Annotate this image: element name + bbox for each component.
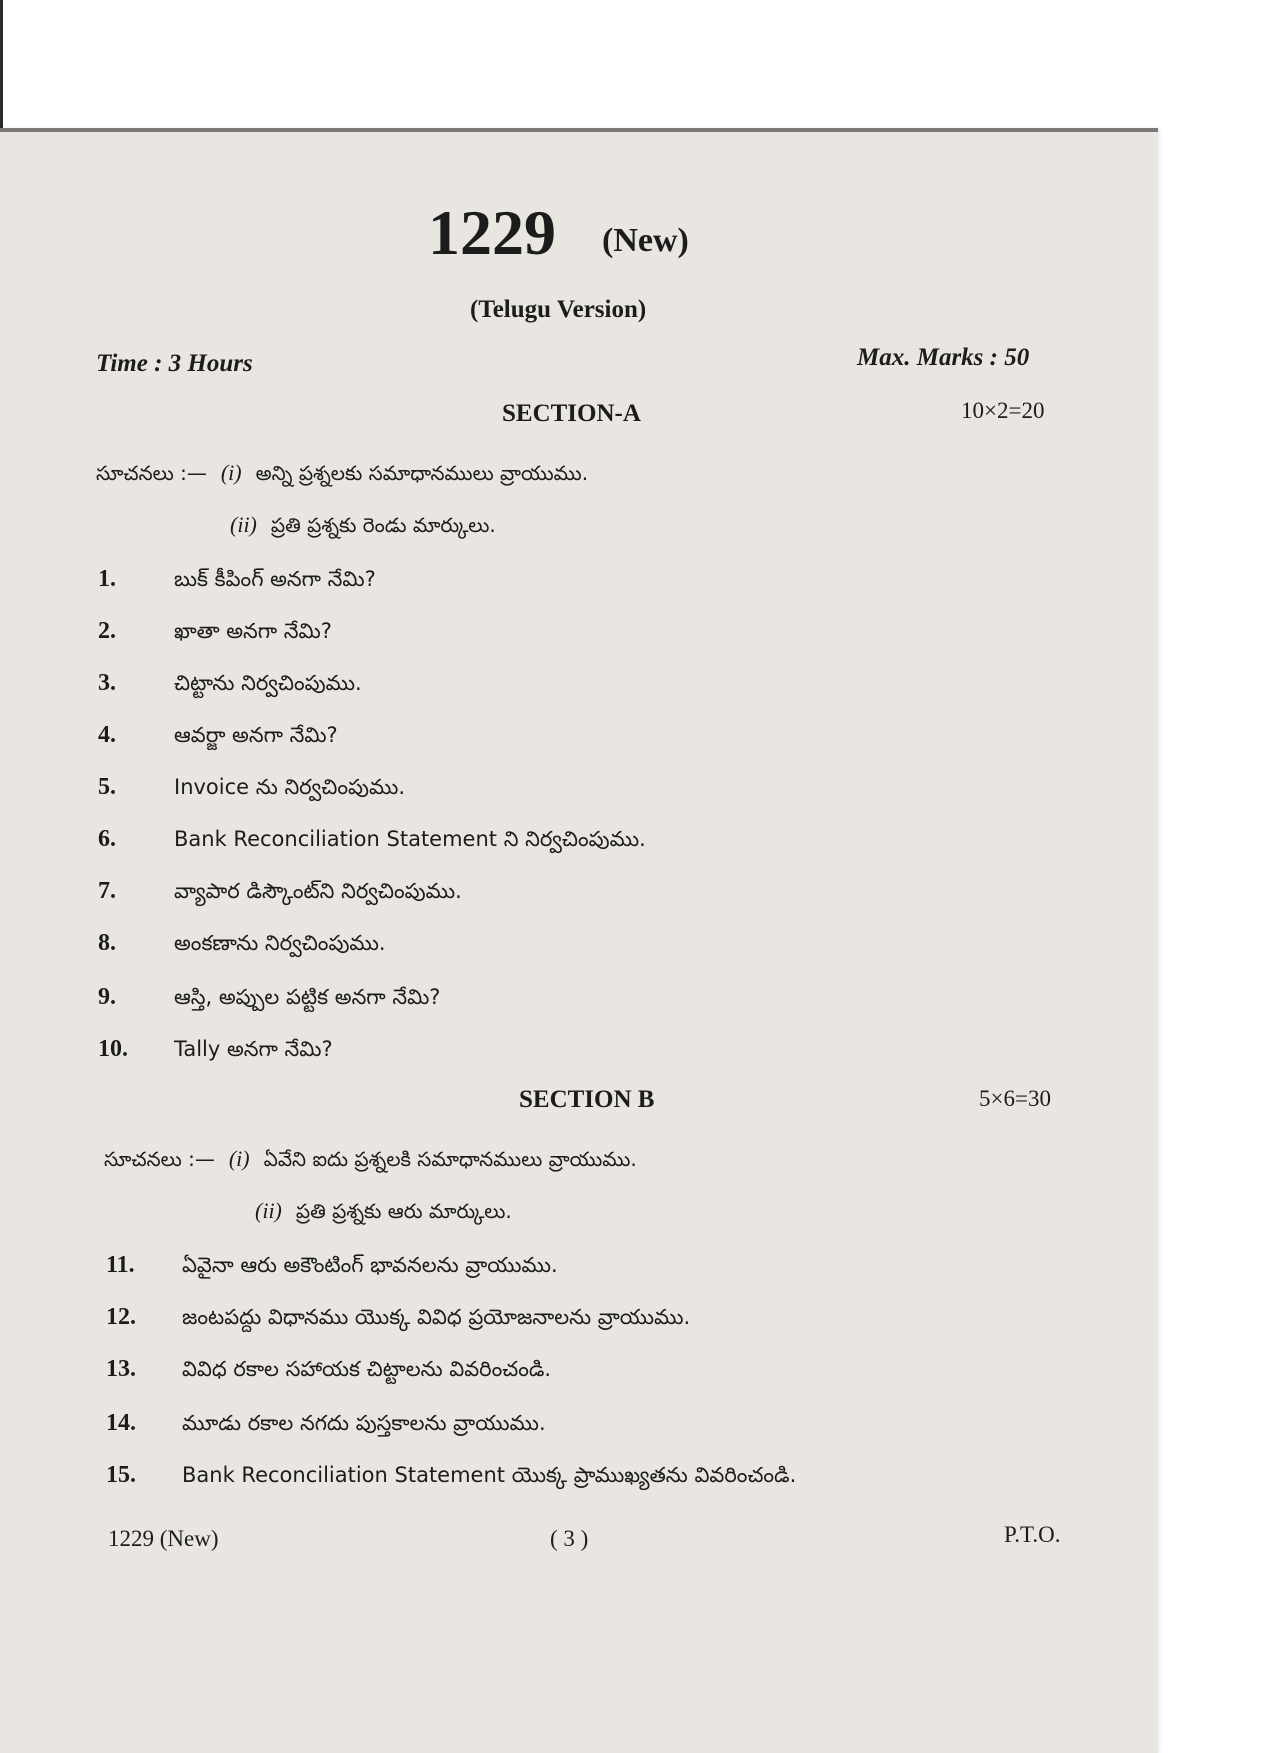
section-b-marks: 5×6=30 — [979, 1086, 1051, 1111]
question-item — [98, 670, 362, 701]
question-text: Invoice ను నిర్వచింపుము. — [174, 775, 406, 799]
question-text: బుక్ కీపింగ్ అనగా నేమి? — [174, 567, 376, 591]
instruction-roman: (i) — [220, 460, 242, 485]
question-item — [98, 1036, 333, 1067]
question-item — [98, 930, 386, 961]
question-text: మూడు రకాల నగదు పుస్తకాలను వ్రాయుము. — [182, 1411, 546, 1435]
question-text: ఖాతా అనగా నేమి? — [174, 619, 332, 643]
scan-edge-line — [0, 0, 3, 130]
question-number: 1. — [98, 566, 116, 592]
question-item — [98, 618, 332, 649]
question-text: Bank Reconciliation Statement యొక్క ప్రాముఖ్యతను వివరించండి. — [182, 1463, 797, 1487]
question-item — [98, 774, 405, 805]
question-number: 3. — [98, 670, 116, 696]
question-item — [106, 1356, 551, 1387]
question-number: 10. — [98, 1036, 128, 1062]
section-a-title: SECTION-A — [502, 400, 641, 427]
question-item — [98, 878, 462, 909]
question-item — [106, 1410, 546, 1441]
instruction-label: సూచనలు :— — [96, 461, 207, 485]
pto-label: P.T.O. — [1004, 1522, 1061, 1547]
instruction-roman: (ii) — [230, 512, 257, 537]
question-item — [98, 722, 338, 753]
max-marks-label: Max. Marks : 50 — [857, 344, 1030, 371]
section-a-instruction-2 — [230, 512, 496, 542]
question-number: 6. — [98, 826, 116, 852]
question-number: 14. — [106, 1410, 136, 1436]
page-number: ( 3 ) — [550, 1526, 589, 1551]
question-number: 11. — [106, 1252, 135, 1278]
instruction-text: ప్రతి ప్రశ్నకు ఆరు మార్కులు. — [295, 1199, 512, 1223]
question-text: చిట్టాను నిర్వచింపుము. — [174, 671, 362, 695]
question-text: జంటపద్దు విధానము యొక్క వివిధ ప్రయోజనాలను వ్రాయుము. — [182, 1305, 691, 1329]
question-number: 15. — [106, 1462, 136, 1488]
question-text: వివిధ రకాల సహాయక చిట్టాలను వివరించండి. — [182, 1357, 552, 1381]
instruction-roman: (i) — [228, 1146, 250, 1171]
question-text: వ్యాపార డిస్కౌంట్‌ని నిర్వచింపుము. — [174, 879, 462, 903]
question-text: Bank Reconciliation Statement ని నిర్వచింపుము. — [174, 827, 646, 851]
question-item — [98, 984, 440, 1015]
paper-code-suffix: (New) — [602, 222, 689, 259]
time-label: Time : 3 Hours — [96, 350, 253, 377]
footer-paper-code: 1229 (New) — [108, 1526, 219, 1551]
section-b-instruction-2 — [255, 1198, 512, 1228]
question-number: 4. — [98, 722, 116, 748]
question-item — [98, 566, 376, 597]
question-number: 13. — [106, 1356, 136, 1382]
question-text: ఆస్తి, అప్పుల పట్టిక అనగా నేమి? — [174, 985, 441, 1009]
section-b-instruction-1 — [104, 1146, 637, 1176]
section-a-marks: 10×2=20 — [961, 398, 1045, 423]
question-item — [106, 1252, 558, 1283]
question-item — [106, 1462, 796, 1493]
instruction-text: ప్రతి ప్రశ్నకు రెండు మార్కులు. — [270, 513, 496, 537]
version-label: (Telugu Version) — [470, 296, 647, 323]
question-text: ఆవర్జా అనగా నేమి? — [174, 723, 338, 747]
question-number: 12. — [106, 1304, 136, 1330]
question-number: 5. — [98, 774, 116, 800]
paper-code: 1229 — [428, 197, 556, 268]
question-item — [106, 1304, 690, 1335]
instruction-text: అన్ని ప్రశ్నలకు సమాధానములు వ్రాయుము. — [255, 461, 589, 485]
question-text: అంకణాను నిర్వచింపుము. — [174, 931, 386, 955]
question-item — [98, 826, 646, 857]
section-b-title: SECTION B — [519, 1086, 655, 1113]
question-number: 7. — [98, 878, 116, 904]
question-number: 8. — [98, 930, 116, 956]
question-number: 2. — [98, 618, 116, 644]
question-text: Tally అనగా నేమి? — [174, 1037, 333, 1061]
question-number: 9. — [98, 984, 116, 1010]
instruction-roman: (ii) — [255, 1198, 282, 1223]
question-text: ఏవైనా ఆరు అకౌంటింగ్ భావనలను వ్రాయుము. — [182, 1253, 558, 1277]
section-a-instruction-1 — [96, 460, 588, 490]
instruction-text: ఏవేని ఐదు ప్రశ్నలకి సమాధానములు వ్రాయుము. — [263, 1147, 637, 1171]
instruction-label: సూచనలు :— — [104, 1147, 215, 1171]
